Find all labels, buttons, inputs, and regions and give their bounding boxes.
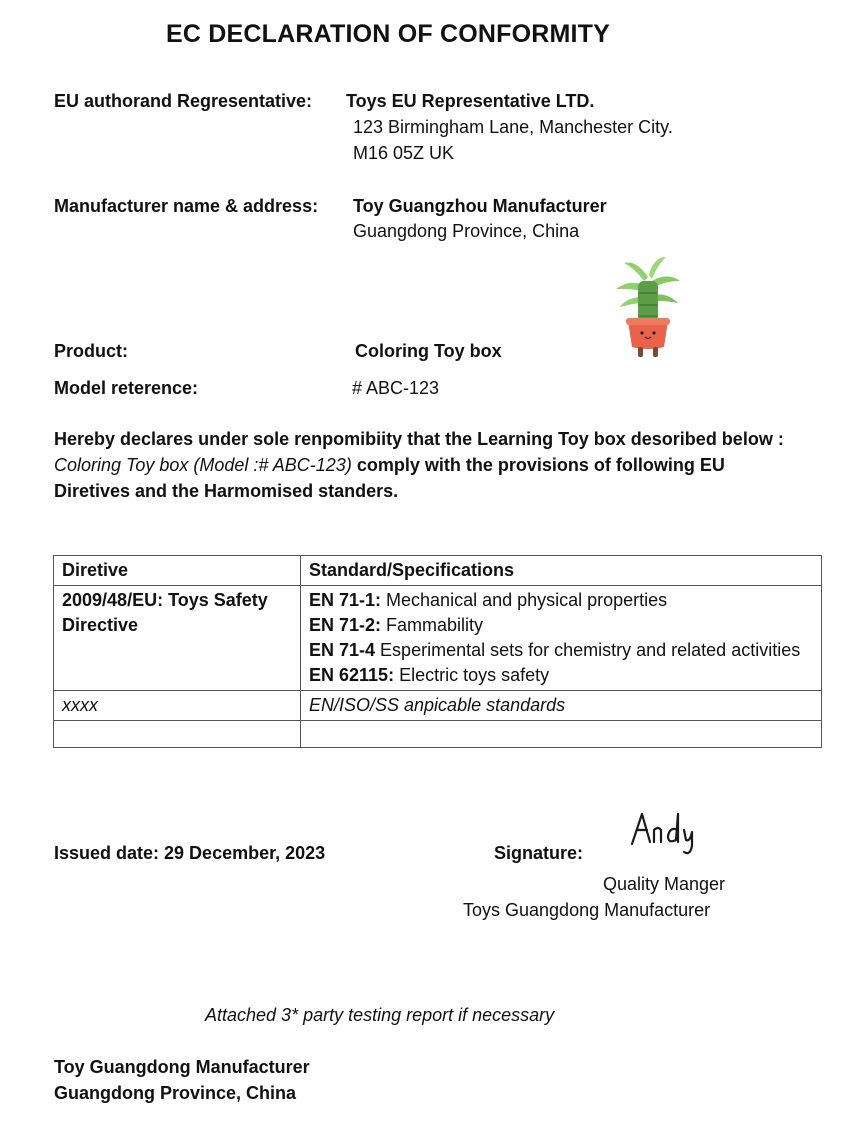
model-label: Model reterence: — [54, 378, 199, 398]
declaration-part1: Hereby declares under sole renpomibiity that the Learning Toy box desoribed below : — [54, 429, 784, 449]
table-header-directive: Diretive — [54, 556, 301, 586]
declaration-part2: comply with the provisions of following EU Diretives and the Harmomised standers. — [54, 455, 725, 501]
potted-cactus-plush-icon — [612, 255, 684, 360]
representative-address-line2: M16 05Z UK — [353, 143, 455, 163]
table-cell-directive: 2009/48/EU: Toys Safety Directive — [54, 586, 301, 691]
footer-company: Toy Guangdong Manufacturer — [54, 1057, 310, 1077]
product-value: Coloring Toy box — [355, 341, 502, 361]
signature-company: Toys Guangdong Manufacturer — [463, 900, 711, 920]
table-row — [54, 691, 822, 721]
declaration-paragraph — [54, 426, 794, 504]
signature-label: Signature: — [494, 843, 584, 863]
standard-desc: Fammability — [381, 615, 484, 635]
table-cell-directive: xxxx — [54, 691, 301, 721]
standard-item — [309, 663, 813, 688]
standard-desc: Electric toys safety — [394, 665, 550, 685]
page-title: EC DECLARATION OF CONFORMITY — [166, 20, 611, 48]
standard-desc: Esperimental sets for chemistry and related activities — [375, 640, 801, 660]
standard-code: EN 62115: — [309, 665, 395, 685]
table-cell-standards — [301, 721, 822, 748]
table-cell-directive — [54, 721, 301, 748]
table-header-row — [54, 556, 822, 586]
standard-item — [309, 638, 813, 663]
standard-item — [309, 588, 813, 613]
attached-note: Attached 3* party testing report if necessary — [205, 1005, 555, 1025]
signature-role: Quality Manger — [603, 874, 726, 894]
table-row — [54, 586, 822, 691]
standard-code: EN 71-2: — [309, 615, 382, 635]
manufacturer-label: Manufacturer name & address: — [54, 196, 319, 216]
table-cell-standards: EN/ISO/SS anpicable standards — [301, 691, 822, 721]
manufacturer-address-line1: Guangdong Province, China — [353, 221, 580, 241]
representative-label: EU authorand Regresentative: — [54, 91, 313, 111]
product-label: Product: — [54, 341, 128, 361]
manufacturer-name: Toy Guangzhou Manufacturer — [353, 196, 607, 216]
standards-table — [53, 555, 822, 748]
standard-item — [309, 613, 813, 638]
table-header-standards: Standard/Specifications — [301, 556, 822, 586]
standard-code: EN 71-1: — [309, 590, 382, 610]
declaration-italic: Coloring Toy box (Model :# ABC-123) — [54, 455, 352, 475]
representative-name: Toys EU Representative LTD. — [346, 91, 595, 111]
footer-address: Guangdong Province, China — [54, 1083, 297, 1103]
issued-date: Issued date: 29 December, 2023 — [54, 843, 326, 863]
representative-address-line1: 123 Birmingham Lane, Manchester City. — [353, 117, 673, 137]
table-cell-standards — [301, 586, 822, 691]
model-value: # ABC-123 — [352, 378, 440, 398]
handwritten-signature — [628, 806, 708, 858]
table-row-empty — [54, 721, 822, 748]
standard-code: EN 71-4 — [309, 640, 376, 660]
standard-desc: Mechanical and physical properties — [381, 590, 668, 610]
